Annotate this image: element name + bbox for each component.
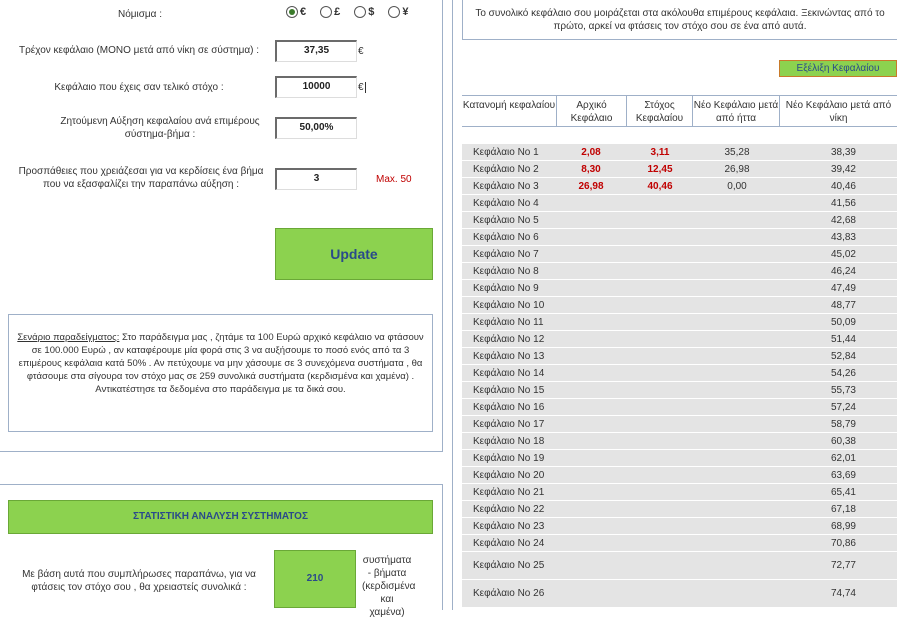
- after-win-cell: 50,09: [830, 317, 856, 328]
- panel-divider: [452, 0, 453, 610]
- table-row: [462, 501, 897, 518]
- table-row: [462, 178, 897, 195]
- table-row: [462, 297, 897, 314]
- increase-input[interactable]: 50,00%: [275, 117, 357, 139]
- currency-option-euro[interactable]: €: [286, 6, 306, 18]
- capital-name-cell: Κεφάλαιο Νο 1: [473, 147, 539, 158]
- systems-count-suffix: συστήματα - βήματα (κερδισμένα και χαμένα): [362, 555, 416, 618]
- after-win-cell: 38,39: [830, 147, 856, 158]
- after-win-cell: 67,18: [830, 504, 856, 515]
- after-win-cell: 54,26: [830, 368, 856, 379]
- distribution-info: Το συνολικό κεφάλαιο σου μοιράζεται στα ακόλουθα επιμέρους κεφάλαια. Ξεκινώντας από το πρώτο, αρκεί να φτάσεις τον στόχο σου σε ένα από αυτά.: [462, 0, 897, 40]
- table-row: [462, 535, 897, 552]
- distribution-table: [462, 144, 897, 608]
- capital-name-cell: Κεφάλαιο Νο 19: [473, 453, 545, 464]
- update-button[interactable]: Update: [275, 228, 433, 280]
- final-capital-input[interactable]: 10000: [275, 76, 357, 98]
- capital-evolution-button[interactable]: Εξέλιξη Κεφαλαίου: [779, 60, 897, 77]
- table-row: [462, 450, 897, 467]
- scenario-body: Στο παράδειγμα μας , ζητάμε τα 100 Ευρώ αρχικό κεφάλαιο να φτάσουν σε 100.000 Ευρώ , αν καταφέρουμε μία φορά στις 3 να αυξήσουμε το ποσό ενός από τα 3 επιμέρους κεφάλαια κατά 50% . Αν πετύχουμε να μην χάσουμε σε 3 συνεχόμενα συστήματα , θα φτάσουμε στα σίγουρα τον στόχο μας σε 259 συνολικά συστήματα (κερδισμένα και χαμένα) . Αντικατέστησε τα δεδομένα στο παράδειγμα με τα δικά σου.: [18, 332, 424, 395]
- table-row: [462, 552, 897, 580]
- capital-name-cell: Κεφάλαιο Νο 18: [473, 436, 545, 447]
- capital-name-cell: Κεφάλαιο Νο 15: [473, 385, 545, 396]
- capital-settings-panel: [0, 0, 443, 452]
- after-win-cell: 65,41: [830, 487, 856, 498]
- capital-name-cell: Κεφάλαιο Νο 26: [473, 588, 545, 599]
- after-win-cell: 57,24: [830, 402, 856, 413]
- currency-radio-group: [286, 6, 409, 18]
- header-after-win: Νέο Κεφάλαιο μετά από νίκη: [779, 96, 897, 126]
- after-win-cell: 45,02: [830, 249, 856, 260]
- radio-selected-icon[interactable]: [286, 6, 298, 18]
- after-win-cell: 74,74: [830, 588, 856, 599]
- current-capital-input[interactable]: 37,35: [275, 40, 357, 62]
- after-win-cell: 55,73: [830, 385, 856, 396]
- capital-name-cell: Κεφάλαιο Νο 11: [473, 317, 544, 328]
- current-capital-label: Τρέχον κεφάλαιο (ΜΟΝΟ μετά από νίκη σε σύστημα) :: [18, 45, 260, 56]
- table-row: [462, 518, 897, 535]
- increase-label: Ζητούμενη Αύξηση κεφαλαίου ανά επιμέρους σύστημα-βήμα :: [60, 116, 260, 140]
- after-win-cell: 46,24: [830, 266, 856, 277]
- after-win-cell: 39,42: [830, 164, 856, 175]
- header-initial: Αρχικό Κεφάλαιο: [556, 96, 626, 126]
- target-capital-cell: 3,11: [650, 147, 670, 158]
- table-row: [462, 433, 897, 450]
- capital-name-cell: Κεφάλαιο Νο 9: [473, 283, 539, 294]
- after-win-cell: 60,38: [830, 436, 856, 447]
- after-win-cell: 42,68: [830, 215, 856, 226]
- table-row: [462, 246, 897, 263]
- attempts-max-note: Max. 50: [376, 174, 412, 185]
- capital-name-cell: Κεφάλαιο Νο 6: [473, 232, 539, 243]
- table-row: [462, 365, 897, 382]
- currency-option-yen[interactable]: ¥: [388, 6, 408, 18]
- table-row: [462, 229, 897, 246]
- statistics-header: ΣΤΑΤΙΣΤΙΚΗ ΑΝΑΛΥΣΗ ΣΥΣΤΗΜΑΤΟΣ: [8, 500, 433, 534]
- after-win-cell: 47,49: [830, 283, 856, 294]
- capital-name-cell: Κεφάλαιο Νο 20: [473, 470, 545, 481]
- capital-name-cell: Κεφάλαιο Νο 4: [473, 198, 539, 209]
- after-win-cell: 51,44: [830, 334, 856, 345]
- capital-name-cell: Κεφάλαιο Νο 13: [473, 351, 545, 362]
- table-row: [462, 467, 897, 484]
- table-row: [462, 212, 897, 229]
- initial-capital-cell: 2,08: [581, 147, 601, 158]
- after-win-cell: 72,77: [830, 560, 856, 571]
- currency-label: Νόμισμα :: [117, 9, 163, 20]
- after-win-cell: 41,56: [830, 198, 856, 209]
- capital-name-cell: Κεφάλαιο Νο 25: [473, 560, 545, 571]
- attempts-input[interactable]: 3: [275, 168, 357, 190]
- table-row: [462, 144, 897, 161]
- capital-name-cell: Κεφάλαιο Νο 17: [473, 419, 545, 430]
- statistics-description: Με βάση αυτά που συμπλήρωσες παραπάνω, για να φτάσεις τον στόχο σου , θα χρειαστείς συνολικά :: [22, 569, 256, 593]
- initial-capital-cell: 8,30: [581, 164, 601, 175]
- attempts-label: Προσπάθειες που χρειάζεσαι για να κερδίσεις ένα βήμα που να εξασφαλίζει την παραπάνω αύξηση :: [18, 166, 264, 190]
- radio-icon[interactable]: [354, 6, 366, 18]
- scenario-title: Σενάριο παραδείγματος:: [17, 332, 120, 343]
- capital-name-cell: Κεφάλαιο Νο 2: [473, 164, 539, 175]
- header-distribution: Κατανομή κεφαλαίου: [462, 100, 556, 111]
- table-row: [462, 280, 897, 297]
- currency-option-pound[interactable]: £: [320, 6, 340, 18]
- target-capital-cell: 40,46: [647, 181, 673, 192]
- table-row: [462, 416, 897, 433]
- capital-name-cell: Κεφάλαιο Νο 24: [473, 538, 545, 549]
- after-loss-cell: 26,98: [724, 164, 750, 175]
- capital-name-cell: Κεφάλαιο Νο 3: [473, 181, 539, 192]
- final-capital-unit: €: [358, 82, 364, 93]
- table-row: [462, 161, 897, 178]
- after-win-cell: 68,99: [830, 521, 856, 532]
- after-loss-cell: 35,28: [724, 147, 750, 158]
- table-row: [462, 484, 897, 501]
- currency-option-dollar[interactable]: $: [354, 6, 374, 18]
- after-win-cell: 62,01: [830, 453, 856, 464]
- after-win-cell: 43,83: [830, 232, 856, 243]
- after-win-cell: 58,79: [830, 419, 856, 430]
- capital-name-cell: Κεφάλαιο Νο 16: [473, 402, 545, 413]
- capital-name-cell: Κεφάλαιο Νο 12: [473, 334, 545, 345]
- after-loss-cell: 0,00: [727, 181, 747, 192]
- capital-name-cell: Κεφάλαιο Νο 10: [473, 300, 545, 311]
- table-row: [462, 348, 897, 365]
- current-capital-unit: €: [358, 46, 364, 57]
- capital-name-cell: Κεφάλαιο Νο 23: [473, 521, 545, 532]
- initial-capital-cell: 26,98: [578, 181, 604, 192]
- after-win-cell: 63,69: [830, 470, 856, 481]
- table-row: [462, 314, 897, 331]
- header-after-loss: Νέο Κεφάλαιο μετά από ήττα: [692, 96, 779, 126]
- table-row: [462, 263, 897, 280]
- distribution-table-header: [462, 95, 897, 127]
- table-row: [462, 331, 897, 348]
- radio-icon[interactable]: [388, 6, 400, 18]
- table-row: [462, 195, 897, 212]
- capital-name-cell: Κεφάλαιο Νο 22: [473, 504, 545, 515]
- after-win-cell: 52,84: [830, 351, 856, 362]
- capital-name-cell: Κεφάλαιο Νο 7: [473, 249, 539, 260]
- systems-count-field: 210: [274, 550, 356, 608]
- table-row: [462, 580, 897, 608]
- scenario-text-box: [8, 314, 433, 432]
- header-target: Στόχος Κεφαλαίου: [626, 96, 692, 126]
- capital-name-cell: Κεφάλαιο Νο 21: [473, 487, 545, 498]
- capital-name-cell: Κεφάλαιο Νο 14: [473, 368, 545, 379]
- after-win-cell: 48,77: [830, 300, 856, 311]
- after-win-cell: 40,46: [830, 181, 856, 192]
- table-row: [462, 382, 897, 399]
- capital-name-cell: Κεφάλαιο Νο 8: [473, 266, 539, 277]
- final-capital-label: Κεφάλαιο που έχεις σαν τελικό στόχο :: [54, 82, 224, 93]
- capital-name-cell: Κεφάλαιο Νο 5: [473, 215, 539, 226]
- table-row: [462, 399, 897, 416]
- after-win-cell: 70,86: [830, 538, 856, 549]
- target-capital-cell: 12,45: [647, 164, 673, 175]
- radio-icon[interactable]: [320, 6, 332, 18]
